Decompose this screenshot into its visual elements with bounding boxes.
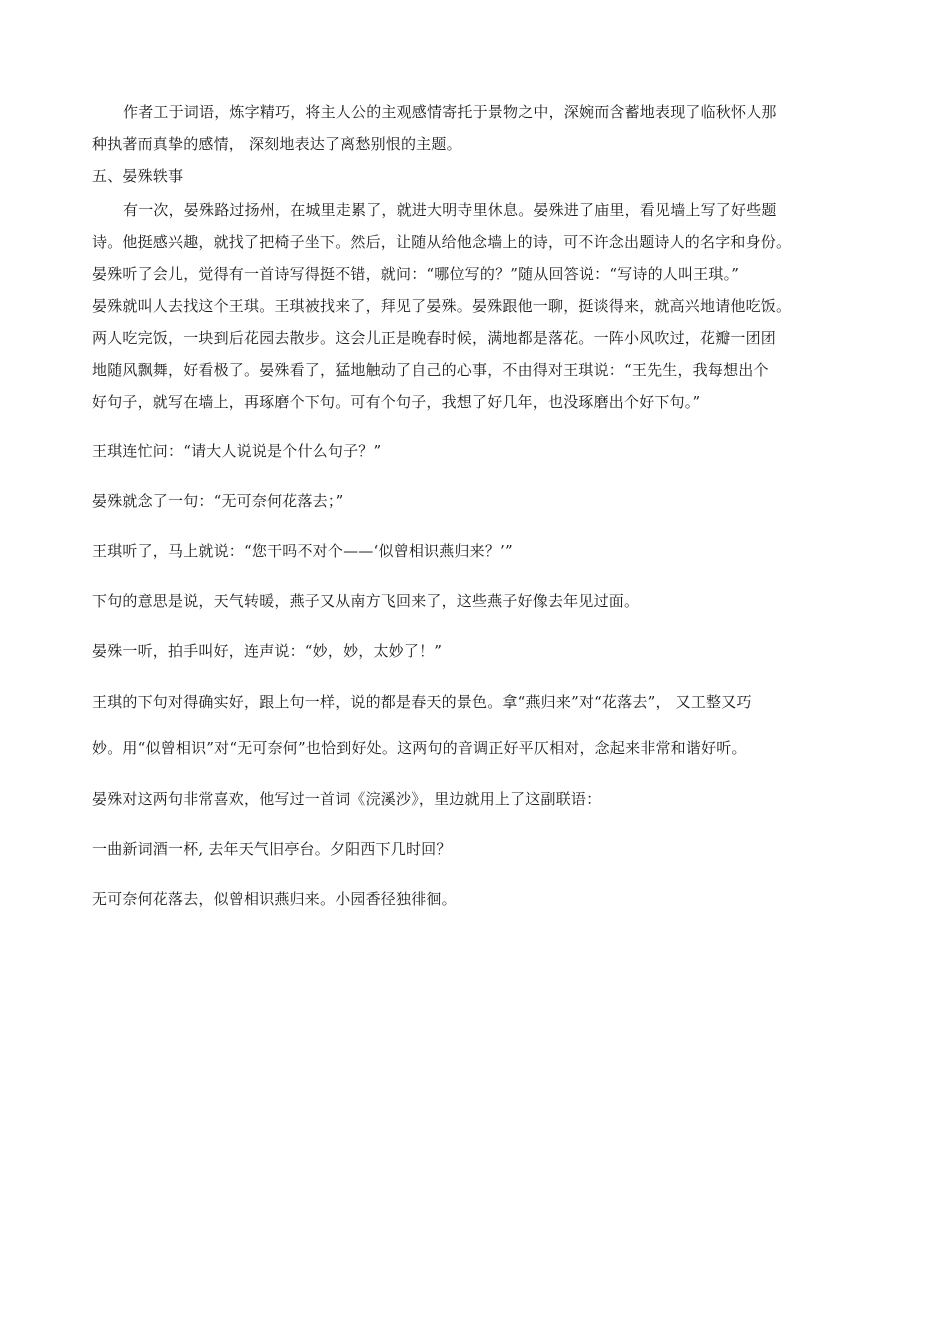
intro-line: 作者工于词语，炼字精巧，将主人公的主观感情寄托于景物之中，深婉而含蓄地表现了临秋怀人那 xyxy=(123,103,777,121)
analysis-line: 王琪的下句对得确实好，跟上句一样，说的都是春天的景色。拿“燕归来”对“花落去”， 又工整又巧 xyxy=(92,693,752,711)
document-page xyxy=(92,96,862,914)
story-line: 有一次，晏殊路过扬州，在城里走累了，就进大明寺里休息。晏殊进了庙里，看见墙上写了好些题 xyxy=(123,201,777,219)
story-line: 晏殊听了会儿，觉得有一首诗写得挺不错，就问：“哪位写的？”随从回答说：“写诗的人叫王琪。” xyxy=(92,265,740,283)
poem-line-1: 一曲新词酒一杯, 去年天气旧亭台。夕阳西下几时回？ xyxy=(92,840,452,858)
dialogue-line-3: 王琪听了，马上就说：“您干吗不对个——‘似曾相识燕归来？’” xyxy=(92,542,513,560)
dialogue-line-4: 晏殊一听，拍手叫好，连声说：“妙，妙，太妙了！” xyxy=(92,642,443,660)
intro-line: 种执著而真挚的感情， 深刻地表达了离愁别恨的主题。 xyxy=(92,135,462,153)
closing-sentence: 晏殊对这两句非常喜欢，他写过一首词《浣溪沙》，里边就用上了这副联语： xyxy=(92,790,602,808)
story-line: 两人吃完饭，一块到后花园去散步。这会儿正是晚春时候，满地都是落花。一阵小风吹过，花瓣一团团 xyxy=(92,329,777,347)
story-paragraph xyxy=(92,194,862,418)
story-line: 好句子，就写在墙上，再琢磨个下句。可有个句子，我想了好几年，也没琢磨出个好下句。” xyxy=(92,393,701,411)
section-heading: 五、晏殊轶事 xyxy=(92,167,184,185)
story-line: 地随风飘舞，好看极了。晏殊看了，猛地触动了自己的心事，不由得对王琪说：“王先生，我每想出个 xyxy=(92,361,769,379)
dialogue-line-2: 晏殊就念了一句：“无可奈何花落去；” xyxy=(92,492,344,510)
analysis-paragraph xyxy=(92,686,862,764)
story-line: 诗。他挺感兴趣，就找了把椅子坐下。然后，让随从给他念墙上的诗，可不许念出题诗人的名字和身份。 xyxy=(92,233,792,251)
story-line: 晏殊就叫人去找这个王琪。王琪被找来了，拜见了晏殊。晏殊跟他一聊，挺谈得来，就高兴地请他吃饭。 xyxy=(92,297,792,315)
analysis-line: 妙。用“似曾相识”对“无可奈何”也恰到好处。这两句的音调正好平仄相对，念起来非常和谐好听。 xyxy=(92,739,747,757)
dialogue-line-1: 王琪连忙问：“请大人说说是个什么句子？” xyxy=(92,442,382,460)
intro-paragraph xyxy=(92,96,862,160)
poem-line-2: 无可奈何花落去，似曾相识燕归来。小园香径独徘徊。 xyxy=(92,890,457,908)
explanation-line: 下句的意思是说，天气转暖，燕子又从南方飞回来了，这些燕子好像去年见过面。 xyxy=(92,592,640,610)
